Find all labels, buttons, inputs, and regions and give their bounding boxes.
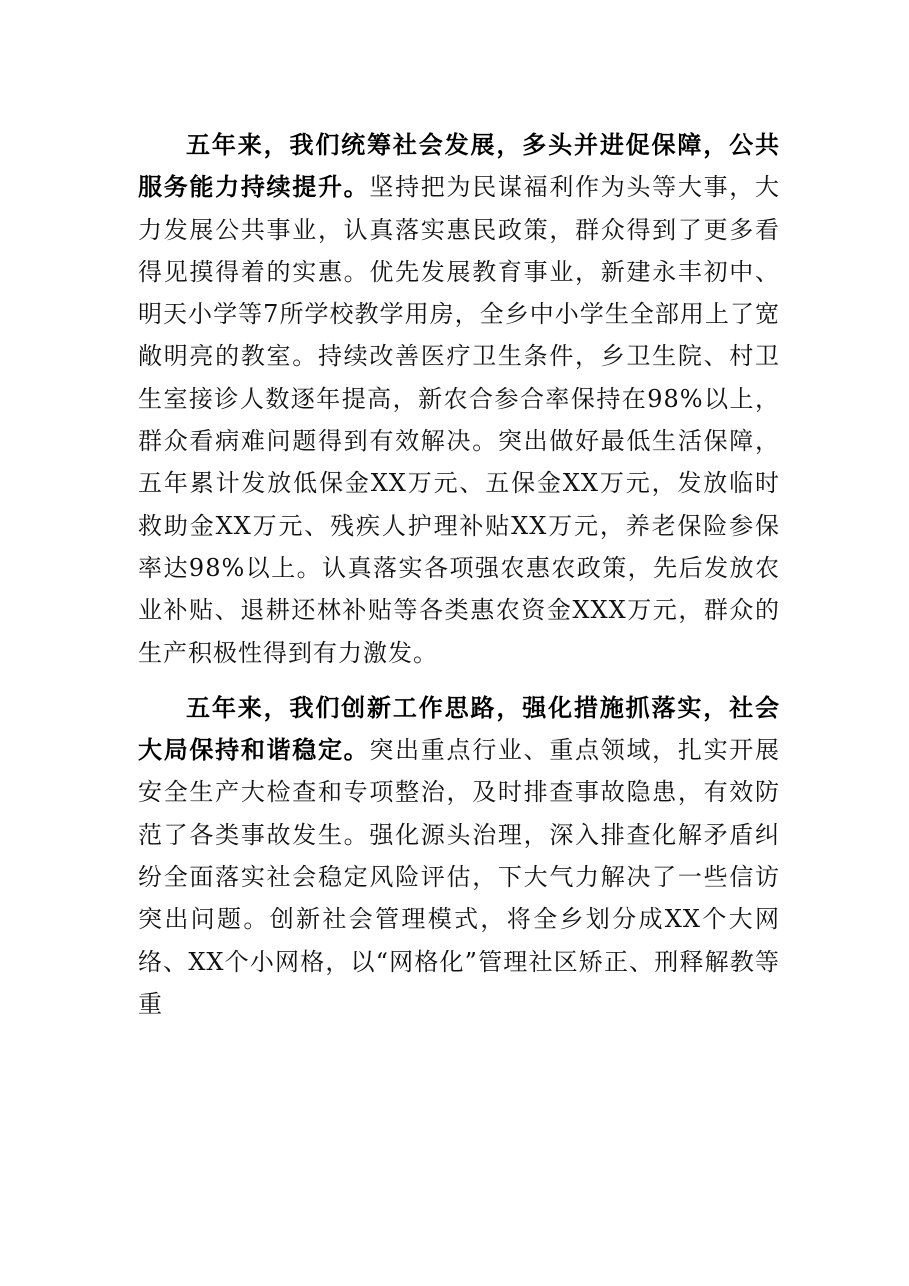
paragraph-public-services	[138, 124, 780, 674]
paragraph-lead-public-services: 五年来，我们统筹社会发展，多头并进促保障，公共服务能力持续提升。	[138, 130, 780, 202]
paragraph-body-social-stability: 突出重点行业、重点领域，扎实开展安全生产大检查和专项整治，及时排查事故隐患，有效防范了各类事故发生。强化源头治理，深入排查化解矛盾纠纷全面落实社会稳定风险评估，下大气力解决了一些信访突出问题。创新社会管理模式，将全乡划分成XX个大网络、XX个小网格，以“网格化”管理社区矫正、刑释解教等重	[138, 736, 780, 1018]
document-body	[138, 124, 780, 1025]
paragraph-social-stability	[138, 687, 780, 1025]
paragraph-body-public-services: 坚持把为民谋福利作为头等大事，大力发展公共事业，认真落实惠民政策，群众得到了更多看得见摸得着的实惠。优先发展教育事业，新建永丰初中、明天小学等7所学校教学用房，全乡中小学生全部用上了宽敞明亮的教室。持续改善医疗卫生条件，乡卫生院、村卫生室接诊人数逐年提高，新农合参合率保持在98%以上，群众看病难问题得到有效解决。突出做好最低生活保障，五年累计发放低保金XX万元、五保金XX万元，发放临时救助金XX万元、残疾人护理补贴XX万元，养老保险参保率达98%以上。认真落实各项强农惠农政策，先后发放农业补贴、退耕还林补贴等各类惠农资金XXX万元，群众的生产积极性得到有力激发。	[138, 173, 780, 667]
paragraph-lead-social-stability: 五年来，我们创新工作思路，强化措施抓落实，社会大局保持和谐稳定。	[138, 692, 780, 765]
